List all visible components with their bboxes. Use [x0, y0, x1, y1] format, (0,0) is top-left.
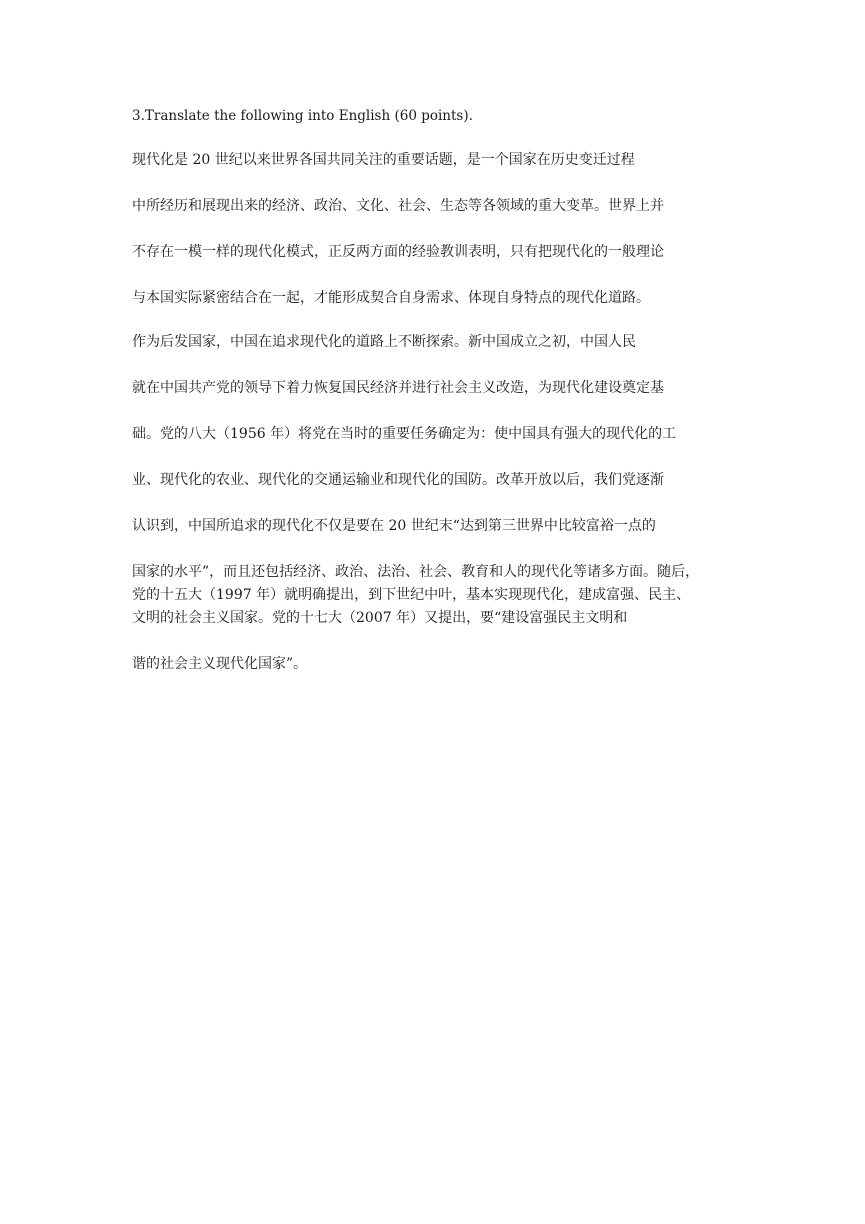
passage-line: 谐的社会主义现代化国家”。 — [132, 656, 308, 672]
passage-line: 现代化是 20 世纪以来世界各国共同关注的重要话题，是一个国家在历史变迁过程 — [132, 152, 635, 168]
passage-line: 与本国实际紧密结合在一起，才能形成契合自身需求、体现自身特点的现代化道路。 — [132, 290, 650, 306]
passage-line: 认识到，中国所追求的现代化不仅是要在 20 世纪末“达到第三世界中比较富裕一点的 — [132, 518, 656, 534]
passage-line: 础。党的八大（1956 年）将党在当时的重要任务确定为：使中国具有强大的现代化的工 — [132, 426, 677, 442]
passage-line: 作为后发国家，中国在追求现代化的道路上不断探索。新中国成立之初，中国人民 — [132, 334, 636, 350]
question-heading: 3.Translate the following into English (60 points). — [132, 108, 473, 124]
passage-line: 文明的社会主义国家。党的十七大（2007 年）又提出，要“建设富强民主文明和 — [132, 610, 628, 626]
passage-line: 业、现代化的农业、现代化的交通运输业和现代化的国防。改革开放以后，我们党逐渐 — [132, 472, 664, 488]
passage-line: 党的十五大（1997 年）就明确提出，到下世纪中叶，基本实现现代化，建成富强、民主、 — [132, 587, 691, 603]
passage-line: 就在中国共产党的领导下着力恢复国民经济并进行社会主义改造，为现代化建设奠定基 — [132, 380, 664, 396]
passage-line: 中所经历和展现出来的经济、政治、文化、社会、生态等各领域的重大变革。世界上并 — [132, 198, 664, 214]
passage-line: 不存在一模一样的现代化模式，正反两方面的经验教训表明，只有把现代化的一般理论 — [132, 244, 664, 260]
passage-line: 国家的水平”，而且还包括经济、政治、法治、社会、教育和人的现代化等诸多方面。随后， — [132, 564, 700, 580]
